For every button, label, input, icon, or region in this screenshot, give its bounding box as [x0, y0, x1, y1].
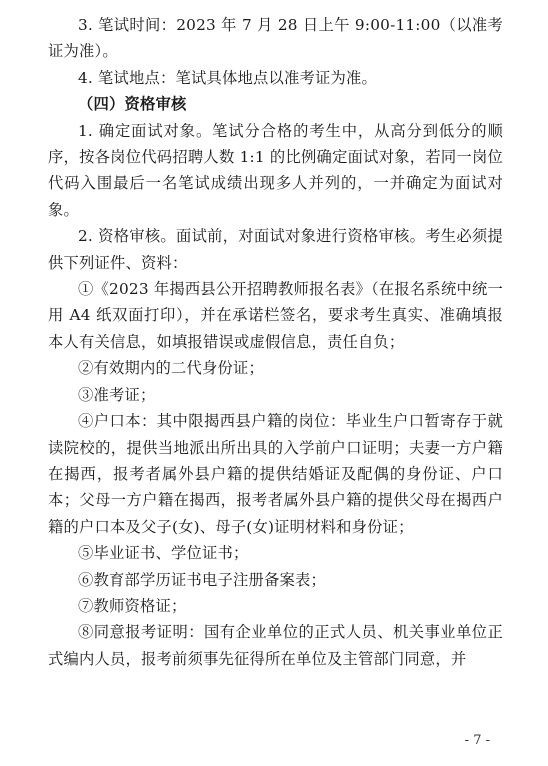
list-item-household-register: ④户口本：其中限揭西县户籍的岗位：毕业生户口暂寄存于就读院校的，提供当地派出所出具的入学前户口证明；夫妻一方户籍在揭西，报考者属外县户籍的提供结婚证及配偶的身份证、户口本；父母一方户籍在揭西，报考者属外县户籍的提供父母在揭西户籍的户口本及父子(女)、母子(女)证明材料和身份证； [48, 412, 503, 536]
paragraph-qualification-review: 2. 资格审核。面试前，对面试对象进行资格审核。考生必须提供下列证件、资料： [48, 227, 503, 272]
list-item-teacher-certificate: ⑦教师资格证； [78, 596, 187, 615]
list-item-diploma: ⑤毕业证书、学位证书； [78, 544, 249, 563]
paragraph-interview-candidates: 1. 确定面试对象。笔试分合格的考生中，从高分到低分的顺序，按各岗位代码招聘人数 1:1 的比例确定面试对象，若同一岗位代码入围最后一名笔试成绩出现多人并列的，一并确定为面试对象。 [48, 121, 503, 219]
section-heading-qualification: （四）资格审核 [78, 95, 187, 114]
list-item-consent-certificate: ⑧同意报考证明：国有企业单位的正式人员、机关事业单位正式编内人员，报考前须事先征得所在单位及主管部门同意，并 [48, 623, 503, 668]
list-item-admission-ticket: ③准考证； [78, 385, 156, 404]
page-number: - 7 - [464, 733, 490, 748]
paragraph-exam-time: 3. 笔试时间：2023 年 7 月 28 日上午 9:00-11:00（以准考证为准）。 [48, 16, 503, 61]
list-item-education-record: ⑥教育部学历证书电子注册备案表； [78, 570, 326, 589]
list-item-registration-form: ①《2023 年揭西县公开招聘教师报名表》（在报名系统中统一用 A4 纸双面打印），并在承诺栏签名，要求考生真实、准确填报本人有关信息，如填报错误或虚假信息，责任自负； [48, 280, 503, 351]
paragraph-exam-location: 4. 笔试地点：笔试具体地点以准考证为准。 [78, 68, 378, 87]
list-item-id-card: ②有效期内的二代身份证； [78, 359, 264, 378]
document-body [48, 12, 503, 672]
